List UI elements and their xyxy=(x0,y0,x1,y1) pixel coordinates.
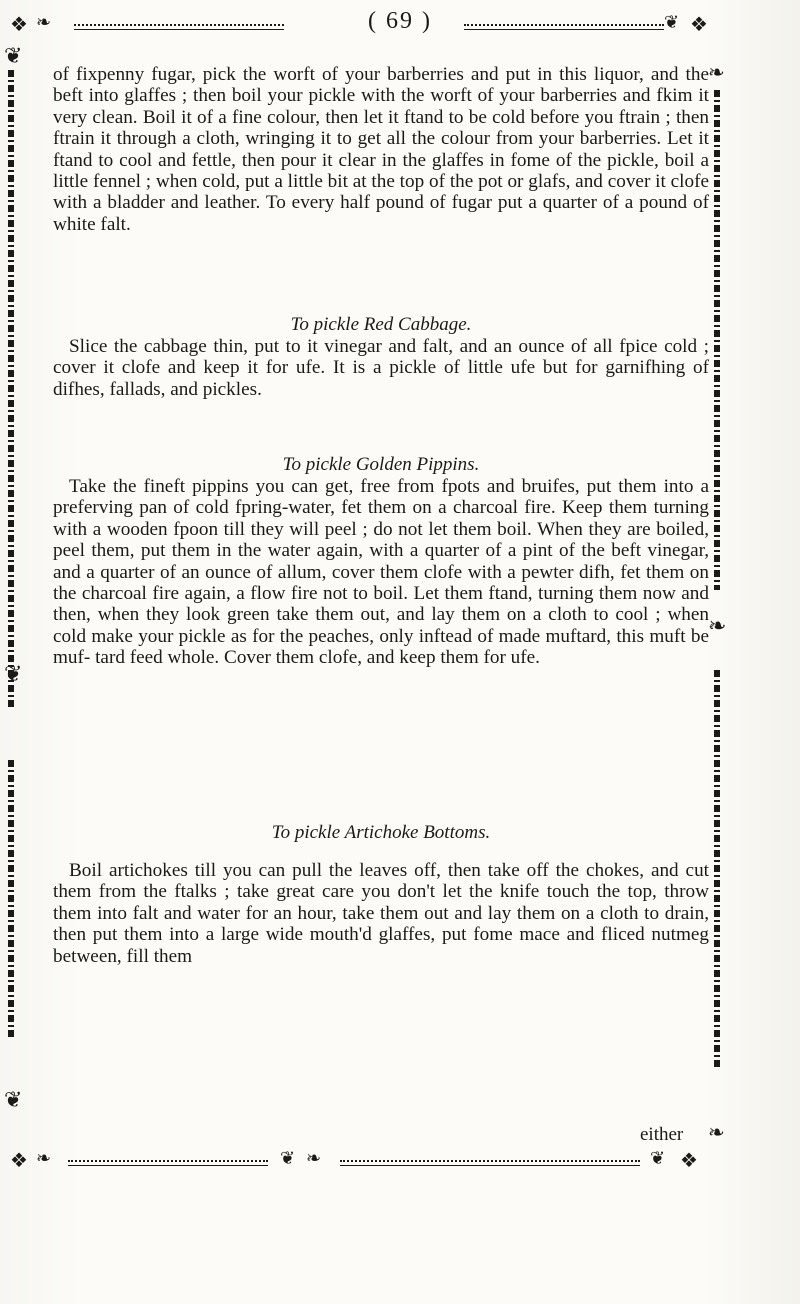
footer-rule-left xyxy=(68,1160,268,1166)
fleuron-icon: ❖ xyxy=(680,1148,698,1172)
scroll-ornament-icon: ❧ xyxy=(708,60,725,84)
section-heading: To pickle Red Cabbage. xyxy=(290,314,472,335)
recipe-artichoke-bottoms xyxy=(53,822,709,967)
scroll-ornament-icon: ❦ xyxy=(650,1148,666,1169)
scroll-ornament-icon: ❦ xyxy=(4,44,23,69)
paragraph: Slice the cabbage thin, put to it vinegar and falt, and an ounce of all fpice cold ; cover it clofe and keep it for ufe. It is a pickle of little ufe but for garnifhing of difhes, fallads, and pickles. xyxy=(53,336,709,400)
scroll-ornament-icon: ❦ xyxy=(4,1088,23,1113)
fleuron-icon: ❖ xyxy=(690,12,708,36)
right-border-ornament xyxy=(714,670,720,1070)
scroll-ornament-icon: ❧ xyxy=(708,1120,725,1144)
scroll-ornament-icon: ❧ xyxy=(306,1148,322,1169)
scroll-ornament-icon: ❦ xyxy=(280,1148,296,1169)
fleuron-icon: ❖ xyxy=(10,1148,28,1172)
fleuron-icon: ❖ xyxy=(10,12,28,36)
page-number: ( 69 ) xyxy=(368,8,432,34)
section-heading: To pickle Artichoke Bottoms. xyxy=(271,822,491,843)
scroll-ornament-icon: ❧ xyxy=(36,12,52,33)
scroll-ornament-icon: ❧ xyxy=(708,614,727,639)
footer-ornament-rule xyxy=(10,1148,710,1172)
scroll-ornament-icon: ❦ xyxy=(4,662,23,687)
paragraph: Take the fineft pippins you can get, free from fpots and bruifes, put them into a preferving pan of cold fpring-water, fet them on a charcoal fire. Keep them turning with a wooden fpoon till they will peel ; do not let them boil. When they are boiled, peel them, put them in the water again, with a quarter of a pint of the beft vinegar, and a quarter of an ounce of allum, cover them clofe with a pewter difh, fet them on the charcoal fire again, a flow fire not to boil. Let them ftand, turning them now and then, when they look green take them out, and lay them on a cloth to cool ; when cold make your pickle as for the peaches, only inftead of made muftard, this muft be muf- tard feed whole. Cover them clofe, and keep them for ufe. xyxy=(53,476,709,669)
catchword: either xyxy=(640,1124,684,1145)
left-border-ornament xyxy=(8,70,14,710)
right-border-ornament xyxy=(714,90,720,590)
paragraph: Boil artichokes till you can pull the leaves off, then take off the chokes, and cut them from the ftalks ; take great care you don't let the knife touch the top, throw them into falt and water for an hour, take them out and lay them on a cloth to drain, then put them into a large wide mouth'd glaffes, put fome mace and fliced nutmeg between, fill them xyxy=(53,860,709,967)
section-heading: To pickle Golden Pippins. xyxy=(282,454,480,475)
scroll-ornament-icon: ❦ xyxy=(664,12,680,33)
scroll-ornament-icon: ❧ xyxy=(36,1148,52,1169)
paragraph: of fixpenny fugar, pick the worft of your barberries and put in this liquor, and the beft into glaffes ; then boil your pickle with the worft of your barberries and fkim it very clean. Boil it of a fine colour, then let it ftand to be cold before you ftrain ; then ftrain it through a cloth, wringing it to get all the colour from your barberries. Let it ftand to cool and fettle, then pour it clear in the glaffes in fome of the pickle, boil a little fennel ; when cold, put a little bit at the top of the pot or glafs, and cover it clofe with a bladder and leather. To every half pound of fugar put a quarter of a pound of white falt. xyxy=(53,64,709,235)
recipe-golden-pippins xyxy=(53,454,709,669)
recipe-barberries-continued xyxy=(53,64,709,235)
recipe-red-cabbage xyxy=(53,314,709,400)
left-border-ornament xyxy=(8,760,14,1040)
footer-rule-right xyxy=(340,1160,640,1166)
